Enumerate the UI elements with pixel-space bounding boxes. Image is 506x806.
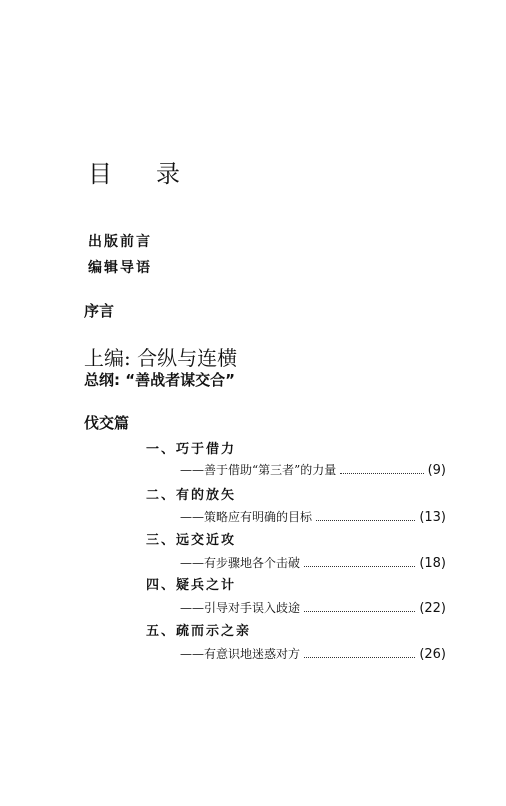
chapter-entry xyxy=(180,554,446,571)
leader-dots xyxy=(340,472,423,474)
toc-title xyxy=(88,154,180,189)
chapter-subtitle: ——策略应有明确的目标 xyxy=(180,510,313,524)
leader-dots xyxy=(316,519,415,521)
chapter-subtitle: ——有意识地迷惑对方 xyxy=(180,647,301,661)
toc-title-right: 录 xyxy=(156,160,180,188)
page-number: (13) xyxy=(419,510,446,525)
page-number: (9) xyxy=(427,463,446,478)
preface-heading: 序言 xyxy=(84,302,115,320)
front-matter-item-editor-guide: 编辑导语 xyxy=(88,260,152,276)
page-number: (22) xyxy=(419,601,446,616)
chapter-title: 四、疑兵之计 xyxy=(146,578,237,593)
chapter-entry xyxy=(180,645,446,662)
chapter-title: 五、疏而示之亲 xyxy=(146,624,252,639)
chapter-title: 二、有的放矢 xyxy=(146,488,237,503)
leader-dots xyxy=(304,565,415,567)
chapter-title: 三、远交近攻 xyxy=(146,533,237,548)
part-title: 上编: 合纵与连横 xyxy=(84,346,238,370)
toc-title-left: 目 xyxy=(88,160,112,188)
chapter-subtitle: ——引导对手误入歧途 xyxy=(180,601,301,615)
section-heading: 伐交篇 xyxy=(84,414,130,432)
outline-heading: 总纲: “善战者谋交合” xyxy=(84,371,235,389)
leader-dots xyxy=(304,610,415,612)
chapter-entry xyxy=(180,599,446,616)
chapter-subtitle: ——有步骤地各个击破 xyxy=(180,556,301,570)
chapter-entry xyxy=(180,508,446,525)
leader-dots xyxy=(304,656,415,658)
chapter-title: 一、巧于借力 xyxy=(146,442,237,457)
front-matter-item-publisher-preface: 出版前言 xyxy=(88,234,152,250)
chapter-entry xyxy=(180,461,446,478)
page-number: (18) xyxy=(419,556,446,571)
chapter-subtitle: ——善于借助“第三者”的力量 xyxy=(180,463,337,477)
page-number: (26) xyxy=(419,647,446,662)
